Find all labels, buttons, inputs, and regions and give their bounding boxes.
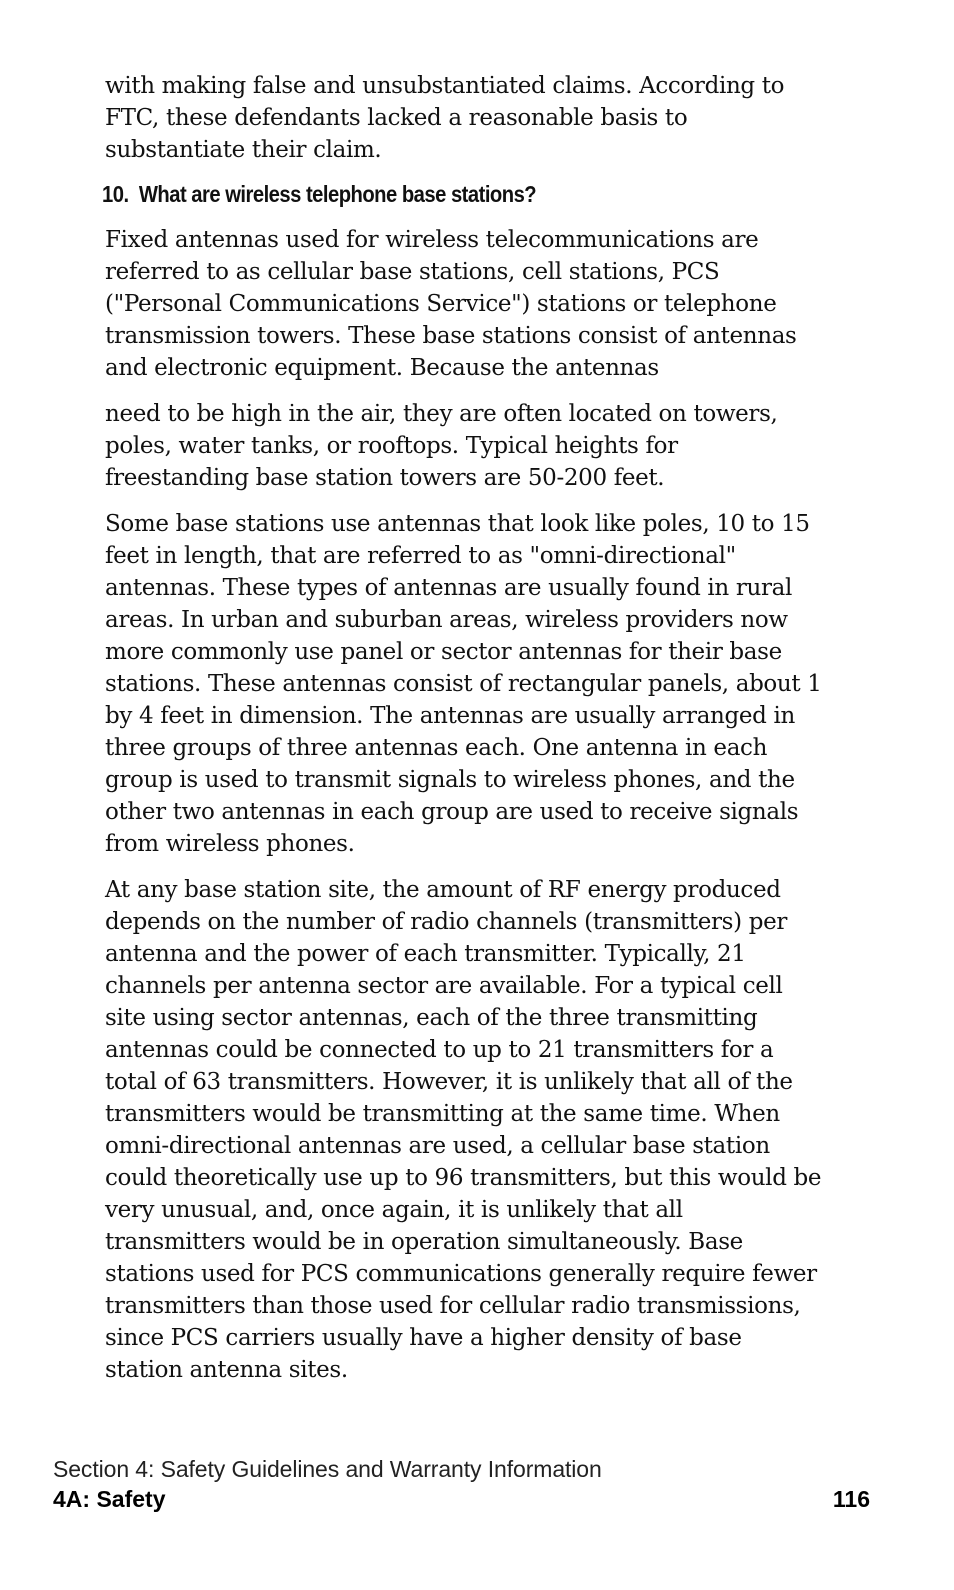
footer-row [53, 1484, 870, 1514]
question-heading [102, 180, 724, 208]
page-footer [53, 1454, 870, 1514]
question-text: What are wireless telephone base stations? [138, 181, 537, 207]
page-body [102, 70, 825, 1400]
question-number: 10. [102, 181, 129, 207]
page-number: 116 [832, 1486, 870, 1512]
intro-paragraph: with making false and unsubstantiated claims. According to FTC, these defendants lacked a reasonable basis to substantiate their claim. [105, 73, 785, 163]
paragraph-1: Fixed antennas used for wireless telecommunications are referred to as cellular base stations, cell stations, PCS ("Personal Communications Service") stations or telephone transmission towers. These base stations consist of antennas and electronic equipment. Because the antennas [105, 227, 797, 381]
footer-chapter: 4A: Safety [53, 1486, 166, 1512]
footer-section-title: Section 4: Safety Guidelines and Warranty Information [53, 1456, 602, 1482]
paragraph-4: At any base station site, the amount of RF energy produced depends on the number of radio channels (transmitters) per antenna and the power of each transmitter. Typically, 21 channels per antenna sector are available. For a typical cell site using sector antennas, each of the three transmitting antennas could be connected to up to 21 transmitters for a total of 63 transmitters. However, it is unlikely that all of the transmitters would be transmitting at the same time. When omni-directional antennas are used, a cellular base station could theoretically use up to 96 transmitters, but this would be very unusual, and, once again, it is unlikely that all transmitters would be in operation simultaneously. Base stations used for PCS communications generally require fewer transmitters than those used for cellular radio transmissions, since PCS carriers usually have a higher density of base station antenna sites. [105, 877, 822, 1383]
paragraph-3: Some base stations use antennas that look like poles, 10 to 15 feet in length, that are referred to as "omni-directional" antennas. These types of antennas are usually found in rural areas. In urban and suburban areas, wireless providers now more commonly use panel or sector antennas for their base stations. These antennas consist of rectangular panels, about 1 by 4 feet in dimension. The antennas are usually arranged in three groups of three antennas each. One antenna in each group is used to transmit signals to wireless phones, and the other two antennas in each group are used to receive signals from wireless phones. [105, 511, 822, 857]
paragraph-2: need to be high in the air, they are often located on towers, poles, water tanks, or rooftops. Typical heights for freestanding base station towers are 50-200 feet. [105, 401, 778, 491]
